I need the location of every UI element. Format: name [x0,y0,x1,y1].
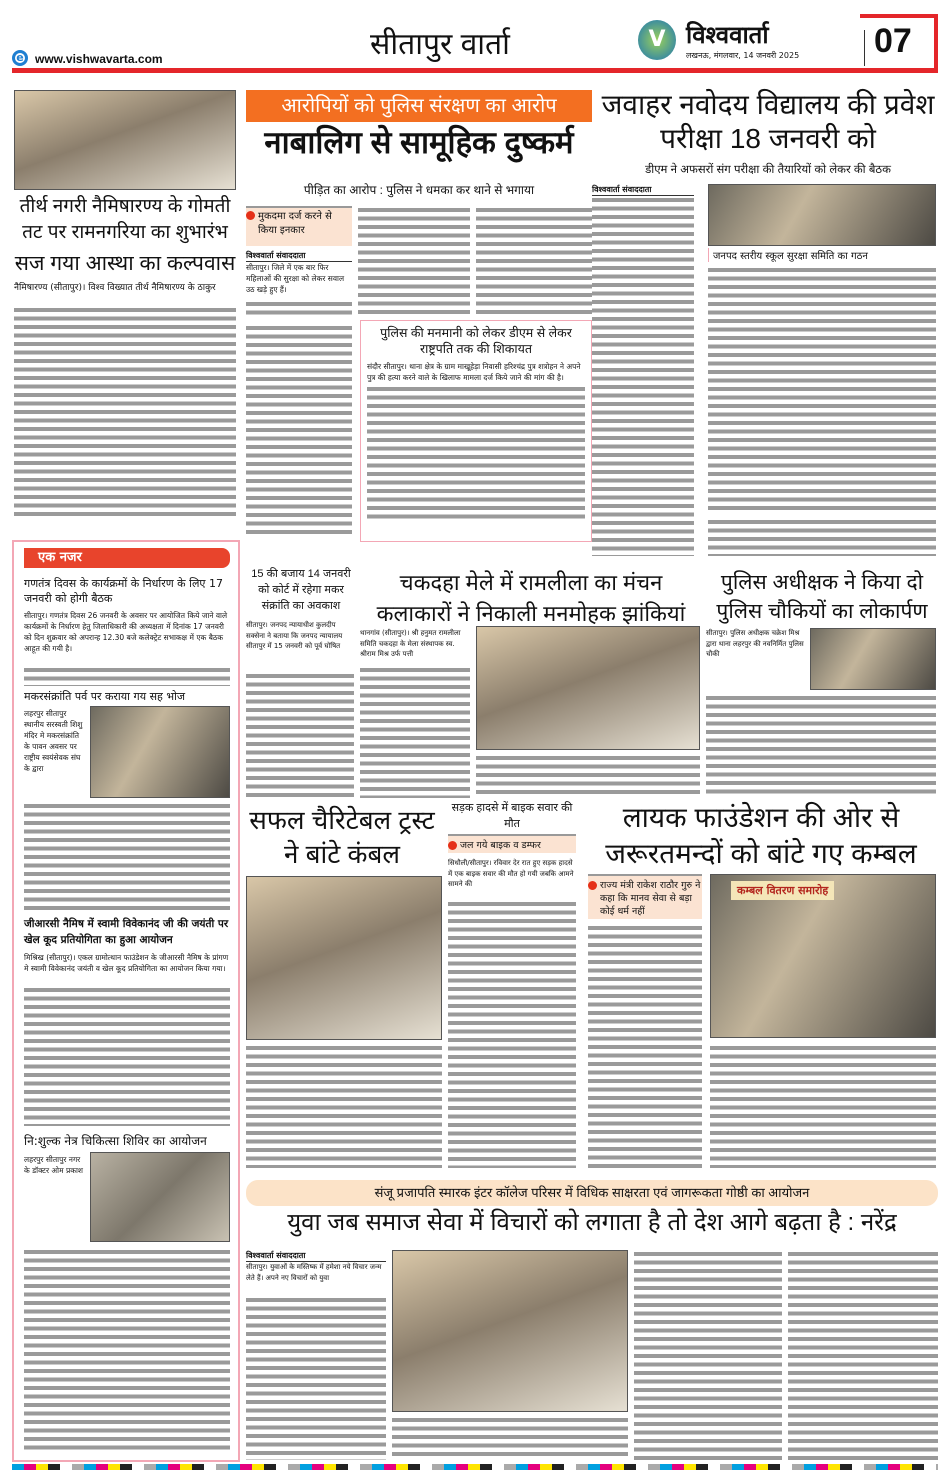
naimisharanya-lead: नैमिषारण्य (सीतापुर)। विश्व विख्यात तीर्थ नैमिषारण्य के ठाकुर [14,283,216,293]
gangrape-body [246,300,352,318]
accident-highlight [448,834,576,853]
chakdaha-photo [476,626,700,750]
sanju-body-1 [246,1296,386,1460]
bullet-icon [448,841,457,850]
court-body [246,672,354,798]
gangrape-body-4 [246,324,352,538]
complaint-body [367,385,585,519]
accident-lead: सिधौली/सीतापुर। रविवार देर रात हुए सड़क हादसे में एक बाइक सवार की मौत हो गयी जबकि आमने सामने की [448,859,574,888]
navodaya-subhead: डीएम ने अफसरों संग परीक्षा की तैयारियों को लेकर की बैठक [645,164,891,176]
naimisharanya-subhead: सज गया आस्था का कल्पवास [14,252,236,275]
ek-nazar-lead-2: लहरपुर सीतापुर स्थानीय सरस्वती शिशु मंदिर मे मकरसंक्रांति के पावन अवसर पर राष्ट्रीय स्वयंसेवक संघ के द्वारा [24,709,83,773]
navodaya-byline: विश्ववार्ता संवाददाता [592,184,694,196]
layak-body-2 [710,1044,936,1168]
ek-nazar-headline-1: गणतंत्र दिवस के कार्यक्रमों के निर्धारण के लिए 17 जनवरी को होगी बैठक [24,577,224,605]
naimisharanya-photo [14,90,236,190]
police-headline: पुलिस अधीक्षक ने किया दो पुलिस चौकियों का लोकार्पण [716,571,928,624]
sanju-headline: युवा जब समाज सेवा में विचारों को लगाता है तो देश आगे बढ़ता है : नरेंद्र [287,1209,897,1236]
complaint-box [360,320,592,542]
navodaya-meeting-photo [708,184,936,246]
highlight-text: राज्य मंत्री राकेश राठौर गुरु ने कहा कि मानव सेवा से बड़ा कोई धर्म नहीं [600,880,701,917]
layak-headline: लायक फाउंडेशन की ओर से जरूरतमन्दों को बांटे गए कम्बल [605,802,917,870]
naimisharanya-headline: तीर्थ नगरी नैमिषारण्य के गोमती तट पर रामनगरिया का शुभारंभ [19,196,231,243]
gangrape-headline: नाबालिग से सामूहिक दुष्कर्म [264,125,574,160]
page-number-box [860,14,938,72]
ek-nazar-lead-1: सीतापुर। गणतंत्र दिवस 26 जनवरी के अवसर पर आयोजित किये जाने वाले कार्यक्रमों के निर्धारण हेतु जिलाधिकारी की अध्यक्षता में दिनांक 17 जनवरी को दिन शुक्रवार को अपरान्ह 12.30 बजे कलेक्ट्रेट सभाकक्ष में एक बैठक आहूत की गयी है। [24,611,228,653]
layak-photo-banner: कम्बल वितरण समारोह [731,881,834,900]
sanju-kicker: संजू प्रजापति स्मारक इंटर कॉलेज परिसर में विधिक साक्षरता एवं जागरूकता गोष्ठी का आयोजन [246,1180,938,1206]
eye-camp-photo [90,1152,230,1242]
gangrape-kicker: आरोपियों को पुलिस संरक्षण का आरोप [246,90,592,122]
police-photo [810,628,936,690]
chakdaha-lead: थानगांव (सीतापुर)। श्री हनुमत रामलीला समिति चकदहा के मेला संस्थापक स्व. श्रीराम मिश्र उर्फ पत्ती [360,629,461,658]
safal-headline: सफल चैरिटेबल ट्रस्ट ने बांटे कंबल [249,805,435,869]
gangrape-byline: विश्ववार्ता संवाददाता [246,250,352,262]
navodaya-photo-caption: जनपद स्तरीय स्कूल सुरक्षा समिति का गठन [708,248,936,262]
chakdaha-body-2 [476,754,700,798]
ek-nazar-body-4 [24,1248,230,1454]
navodaya-body-2 [708,266,936,512]
print-color-bars [12,1464,938,1470]
ek-nazar-headline-2: मकरसंक्रांति पर्व पर कराया गय सह भोज [24,690,186,703]
section-title: सीतापुर वार्ता [370,28,510,61]
court-headline: 15 की बजाय 14 जनवरी को कोर्ट में रहेगा मकर संक्रांति का अवकाश [251,568,351,612]
ek-nazar-box [12,540,240,1462]
page-number: 07 [874,22,912,60]
navodaya-headline: जवाहर नवोदय विद्यालय की प्रवेश परीक्षा 18 जनवरी को [601,89,935,154]
layak-photo [710,874,936,1038]
safal-body [246,1044,442,1168]
website-url[interactable]: www.vishwavarta.com [35,52,163,66]
brand-logo-icon: V [638,20,676,60]
ek-nazar-label: एक नजर [24,548,230,568]
safal-blanket-photo [246,876,442,1040]
browser-e-icon: e [12,50,28,66]
gangrape-lead: सीतापुर। जिले में एक बार फिर महिलाओं की सुरक्षा को लेकर सवाल उठ खड़े हुए हैं। [246,263,345,294]
ek-nazar-lead-4: लहरपुर सीतापुर नगर के डॉक्टर ओम प्रकाश [24,1155,84,1175]
ek-nazar-body-2 [24,802,230,910]
sanju-photo [392,1250,628,1412]
layak-body-1 [588,924,702,1168]
gangrape-body-3 [476,206,592,318]
dateline: लखनऊ, मंगलवार, 14 जनवरी 2025 [686,51,800,60]
sanju-body-3 [634,1250,782,1460]
chakdaha-body-1 [360,666,470,798]
chakdaha-headline: चकदहा मेले में रामलीला का मंचन कलाकारों ने निकाली मनमोहक झांकियां [376,570,686,626]
sanju-byline: विश्ववार्ता संवाददाता [246,1250,386,1262]
gangrape-subhead: पीड़ित का आरोप : पुलिस ने धमका कर थाने से भगाया [303,183,535,197]
sanju-body-4 [788,1250,938,1460]
navodaya-body-1 [592,196,694,556]
gangrape-highlight [246,206,352,246]
header-rule [12,68,938,73]
layak-highlight [588,874,702,919]
complaint-lead: संदौर सीतापुर। थाना क्षेत्र के ग्राम माखूहेड़ा निवासी हरिश्चंद्र पुत्र शत्रोहन ने अपने पुत्र की हत्या करने वाले के खिलाफ मामला दर्ज किये जाने की मांग की है। [367,362,581,382]
complaint-headline: पुलिस की मनमानी को लेकर डीएम से लेकर राष्ट्रपति तक की शिकायत [380,326,572,356]
highlight-text: मुकदमा दर्ज करने से किया इनकार [258,211,332,236]
brand-name: विश्ववार्ता [686,21,769,49]
gangrape-body-2 [358,206,470,318]
ek-nazar-body-3 [24,986,230,1126]
ek-nazar-headline-4: नि:शुल्क नेत्र चिकित्सा शिविर का आयोजन [24,1134,207,1148]
police-lead: सीतापुर। पुलिस अधीक्षक चक्रेश मिश्र द्वारा थाना लहरपुर की नवनिर्मित पुलिस चौकी [706,629,804,658]
accident-headline: सड़क हादसे में बाइक सवार की मौत [451,802,573,830]
ek-nazar-headline-3: जीआरसी नैमिष में स्वामी विवेकानंद जी की जयंती पर खेल कूद प्रतियोगिता का हुआ आयोजन [24,918,229,946]
court-lead: सीतापुर। जनपद न्यायाधीश कुलदीप सक्सेना ने बताया कि जनपद न्यायालय सीतापुर में 15 जनवरी को पूर्व घोषित [246,621,343,650]
highlight-text: जल गये बाइक व डम्फर [460,840,541,851]
ek-nazar-lead-3: मिश्रिख (सीतापुर)। एकल ग्रामोत्थान फाउंडेशन के जीआरसी नैमिष के प्रांगण मे स्वामी विवेकानंद जयंती व खेल कूद प्रतियोगिता का आयोजन किया गया। [24,953,229,973]
sanju-lead: सीतापुर। युवाओं के मस्तिष्क में हमेशा नये विचार जन्म लेते हैं। अपने नए विचारों को युवा [246,1263,382,1282]
sanju-body-2 [392,1416,628,1460]
navodaya-body-3 [708,518,936,556]
police-body [706,694,936,798]
sahbhoj-photo [90,706,230,798]
site-header [0,0,945,72]
naimisharanya-body [14,306,236,516]
ek-nazar-body-1 [24,666,230,686]
bullet-icon [246,211,255,220]
accident-body [448,900,576,1168]
bullet-icon [588,881,597,890]
